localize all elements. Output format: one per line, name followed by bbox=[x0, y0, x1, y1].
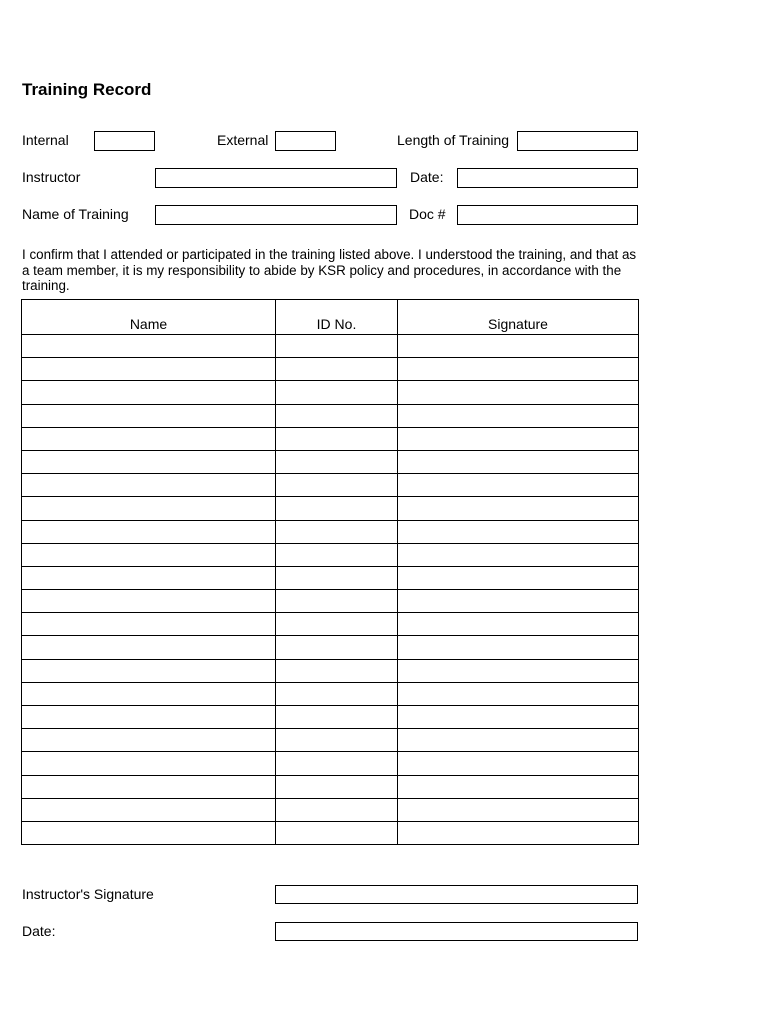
attendee-table-body bbox=[22, 335, 639, 845]
table-row bbox=[22, 821, 639, 844]
date-field[interactable] bbox=[457, 168, 638, 188]
table-row bbox=[22, 729, 639, 752]
signature-cell[interactable] bbox=[398, 404, 639, 427]
name-cell[interactable] bbox=[22, 775, 276, 798]
name-of-training-label: Name of Training bbox=[22, 206, 129, 222]
id-no-cell[interactable] bbox=[276, 427, 398, 450]
internal-field[interactable] bbox=[94, 131, 155, 151]
id-no-cell[interactable] bbox=[276, 450, 398, 473]
id-no-cell[interactable] bbox=[276, 659, 398, 682]
name-of-training-field[interactable] bbox=[155, 205, 397, 225]
id-no-cell[interactable] bbox=[276, 775, 398, 798]
id-no-cell[interactable] bbox=[276, 613, 398, 636]
name-cell[interactable] bbox=[22, 659, 276, 682]
table-row bbox=[22, 590, 639, 613]
footer-date-field[interactable] bbox=[275, 922, 638, 941]
table-row bbox=[22, 404, 639, 427]
table-row bbox=[22, 659, 639, 682]
table-row bbox=[22, 706, 639, 729]
table-row bbox=[22, 636, 639, 659]
signature-cell[interactable] bbox=[398, 381, 639, 404]
table-header-row bbox=[22, 300, 639, 335]
page-title: Training Record bbox=[22, 80, 152, 99]
signature-cell[interactable] bbox=[398, 775, 639, 798]
signature-cell[interactable] bbox=[398, 427, 639, 450]
name-cell[interactable] bbox=[22, 566, 276, 589]
name-cell[interactable] bbox=[22, 381, 276, 404]
name-cell[interactable] bbox=[22, 636, 276, 659]
table-row bbox=[22, 450, 639, 473]
name-cell[interactable] bbox=[22, 821, 276, 844]
id-no-cell[interactable] bbox=[276, 404, 398, 427]
name-cell[interactable] bbox=[22, 590, 276, 613]
signature-cell[interactable] bbox=[398, 752, 639, 775]
signature-cell[interactable] bbox=[398, 636, 639, 659]
signature-cell[interactable] bbox=[398, 358, 639, 381]
name-cell[interactable] bbox=[22, 474, 276, 497]
name-cell[interactable] bbox=[22, 798, 276, 821]
table-row bbox=[22, 775, 639, 798]
signature-cell[interactable] bbox=[398, 543, 639, 566]
name-cell[interactable] bbox=[22, 404, 276, 427]
signature-cell[interactable] bbox=[398, 706, 639, 729]
instructor-signature-field[interactable] bbox=[275, 885, 638, 904]
doc-number-label: Doc # bbox=[409, 206, 446, 222]
signature-cell[interactable] bbox=[398, 613, 639, 636]
name-cell[interactable] bbox=[22, 427, 276, 450]
id-no-cell[interactable] bbox=[276, 706, 398, 729]
name-cell[interactable] bbox=[22, 335, 276, 358]
name-cell[interactable] bbox=[22, 543, 276, 566]
id-no-cell[interactable] bbox=[276, 590, 398, 613]
header-id-no: ID No. bbox=[276, 300, 398, 335]
signature-cell[interactable] bbox=[398, 335, 639, 358]
table-row bbox=[22, 520, 639, 543]
id-no-cell[interactable] bbox=[276, 821, 398, 844]
length-of-training-field[interactable] bbox=[517, 131, 638, 151]
id-no-cell[interactable] bbox=[276, 497, 398, 520]
signature-cell[interactable] bbox=[398, 497, 639, 520]
id-no-cell[interactable] bbox=[276, 335, 398, 358]
confirmation-text: I confirm that I attended or participated in the training listed above. I understood the training, and that as a team member, it is my responsibility to abide by KSR policy and procedures, in accordance with the training. bbox=[22, 247, 637, 294]
date-label: Date: bbox=[410, 169, 444, 185]
signature-cell[interactable] bbox=[398, 566, 639, 589]
external-field[interactable] bbox=[275, 131, 336, 151]
id-no-cell[interactable] bbox=[276, 474, 398, 497]
id-no-cell[interactable] bbox=[276, 636, 398, 659]
name-cell[interactable] bbox=[22, 358, 276, 381]
footer-date-label: Date: bbox=[22, 923, 56, 939]
id-no-cell[interactable] bbox=[276, 520, 398, 543]
name-cell[interactable] bbox=[22, 752, 276, 775]
table-row bbox=[22, 682, 639, 705]
signature-cell[interactable] bbox=[398, 798, 639, 821]
id-no-cell[interactable] bbox=[276, 729, 398, 752]
id-no-cell[interactable] bbox=[276, 798, 398, 821]
header-name: Name bbox=[22, 300, 276, 335]
signature-cell[interactable] bbox=[398, 682, 639, 705]
id-no-cell[interactable] bbox=[276, 682, 398, 705]
name-cell[interactable] bbox=[22, 682, 276, 705]
table-row bbox=[22, 566, 639, 589]
instructor-field[interactable] bbox=[155, 168, 397, 188]
table-row bbox=[22, 335, 639, 358]
table-row bbox=[22, 474, 639, 497]
table-row bbox=[22, 543, 639, 566]
name-cell[interactable] bbox=[22, 520, 276, 543]
name-cell[interactable] bbox=[22, 729, 276, 752]
id-no-cell[interactable] bbox=[276, 752, 398, 775]
table-row bbox=[22, 752, 639, 775]
table-row bbox=[22, 381, 639, 404]
name-cell[interactable] bbox=[22, 613, 276, 636]
name-cell[interactable] bbox=[22, 497, 276, 520]
internal-label: Internal bbox=[22, 132, 69, 148]
table-row bbox=[22, 358, 639, 381]
signature-cell[interactable] bbox=[398, 520, 639, 543]
signature-cell[interactable] bbox=[398, 821, 639, 844]
id-no-cell[interactable] bbox=[276, 358, 398, 381]
name-cell[interactable] bbox=[22, 706, 276, 729]
name-cell[interactable] bbox=[22, 450, 276, 473]
signature-cell[interactable] bbox=[398, 450, 639, 473]
doc-number-field[interactable] bbox=[457, 205, 638, 225]
table-row bbox=[22, 497, 639, 520]
instructor-signature-label: Instructor's Signature bbox=[22, 886, 154, 902]
id-no-cell[interactable] bbox=[276, 543, 398, 566]
signature-cell[interactable] bbox=[398, 729, 639, 752]
signature-cell[interactable] bbox=[398, 659, 639, 682]
header-signature: Signature bbox=[398, 300, 639, 335]
external-label: External bbox=[217, 132, 269, 148]
signature-cell[interactable] bbox=[398, 474, 639, 497]
table-row bbox=[22, 798, 639, 821]
table-row bbox=[22, 427, 639, 450]
length-of-training-label: Length of Training bbox=[397, 132, 510, 148]
id-no-cell[interactable] bbox=[276, 381, 398, 404]
attendee-table bbox=[21, 299, 639, 845]
table-row bbox=[22, 613, 639, 636]
instructor-label: Instructor bbox=[22, 169, 81, 185]
id-no-cell[interactable] bbox=[276, 566, 398, 589]
signature-cell[interactable] bbox=[398, 590, 639, 613]
